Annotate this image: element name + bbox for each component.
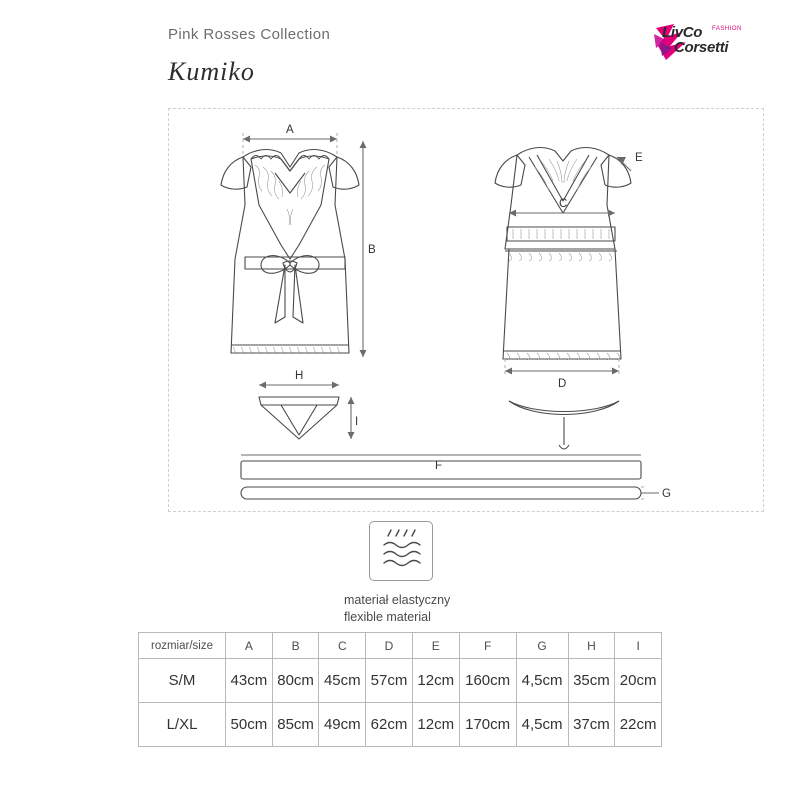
table-header-H: H: [568, 633, 615, 659]
cell-F: 170cm: [459, 703, 516, 747]
dimension-label-B: B: [368, 244, 376, 256]
cell-G: 4,5cm: [516, 659, 568, 703]
table-row: [139, 659, 662, 703]
table-header-F: F: [459, 633, 516, 659]
dimension-label-C: C: [559, 198, 568, 210]
dimension-label-D: D: [558, 378, 567, 390]
cell-I: 22cm: [615, 703, 662, 747]
livco-corsetti-logo: [652, 22, 762, 64]
table-header-A: A: [226, 633, 273, 659]
cell-D: 57cm: [366, 659, 413, 703]
page-title: Kumiko: [168, 57, 255, 86]
logo-brand-top: LivCo: [662, 24, 703, 41]
collection-title: Pink Rosses Collection: [168, 26, 331, 43]
logo-brand-sub: FASHION: [712, 26, 742, 32]
table-header-B: B: [272, 633, 319, 659]
table-header-D: D: [366, 633, 413, 659]
cell-I: 20cm: [615, 659, 662, 703]
technical-drawing-frame: [168, 108, 764, 512]
cell-E: 12cm: [412, 659, 459, 703]
cell-H: 35cm: [568, 659, 615, 703]
care-caption-pl: materiał elastyczny: [344, 593, 451, 607]
cell-F: 160cm: [459, 659, 516, 703]
cell-C: 45cm: [319, 659, 366, 703]
dimension-label-F: F: [435, 460, 443, 472]
table-header-C: C: [319, 633, 366, 659]
size-label: S/M: [139, 659, 226, 703]
care-caption: [344, 592, 584, 626]
cell-A: 50cm: [226, 703, 273, 747]
flexible-material-icon: [369, 521, 433, 581]
cell-B: 80cm: [272, 659, 319, 703]
cell-B: 85cm: [272, 703, 319, 747]
cell-H: 37cm: [568, 703, 615, 747]
garment-technical-drawing: [169, 109, 763, 511]
table-row: [139, 703, 662, 747]
cell-G: 4,5cm: [516, 703, 568, 747]
dimension-label-I: I: [355, 416, 359, 428]
logo-brand-bottom: Corsetti: [674, 39, 729, 56]
size-label: L/XL: [139, 703, 226, 747]
table-header-G: G: [516, 633, 568, 659]
cell-C: 49cm: [319, 703, 366, 747]
dimension-label-A: A: [286, 124, 294, 136]
cell-E: 12cm: [412, 703, 459, 747]
cell-D: 62cm: [366, 703, 413, 747]
care-caption-en: flexible material: [344, 610, 431, 624]
table-header-I: I: [615, 633, 662, 659]
size-table: [138, 632, 662, 747]
cell-A: 43cm: [226, 659, 273, 703]
dimension-label-H: H: [295, 370, 304, 382]
flexible-material-glyph: [370, 522, 430, 578]
table-header-E: E: [412, 633, 459, 659]
dimension-label-G: G: [662, 488, 671, 500]
table-header-row: [139, 633, 662, 659]
dimension-label-E: E: [635, 152, 643, 164]
table-header-size: rozmiar/size: [139, 633, 226, 659]
